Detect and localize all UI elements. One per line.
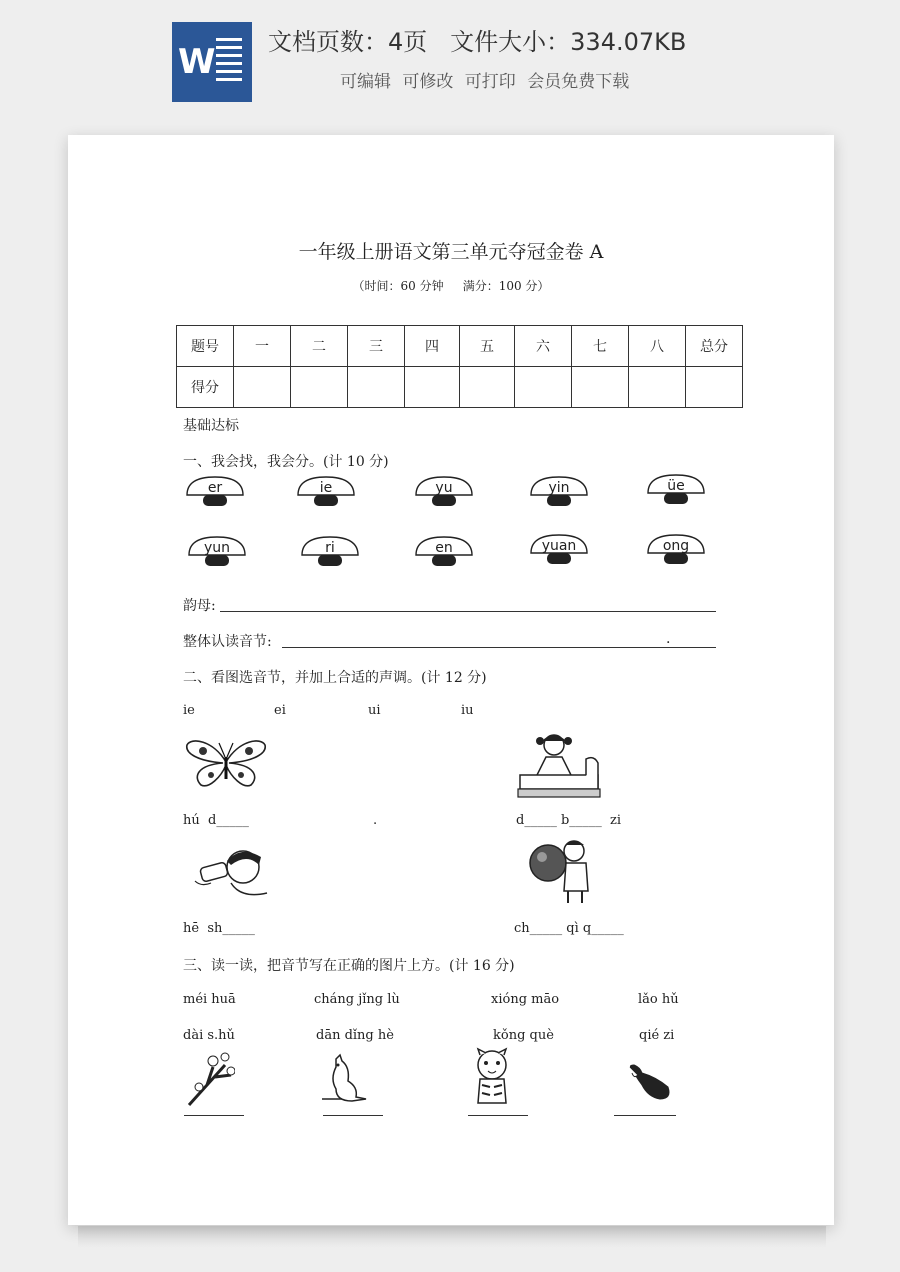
mushroom-card bbox=[414, 475, 474, 515]
boy-blowing-balloon-image bbox=[528, 835, 598, 905]
answer-line bbox=[614, 1115, 676, 1116]
score-table bbox=[176, 325, 743, 408]
table-cell bbox=[515, 367, 572, 408]
pinyin-word: kǒng què bbox=[493, 1028, 554, 1043]
syllable-label: ie bbox=[319, 480, 333, 496]
pinyin-word: cháng jǐng lù bbox=[314, 992, 400, 1007]
mushroom-card bbox=[187, 535, 247, 575]
table-cell: 题号 bbox=[177, 326, 234, 367]
table-cell bbox=[460, 367, 515, 408]
pinyin-word: xióng māo bbox=[491, 992, 560, 1007]
file-features: 可编辑 可修改 可打印 会员免费下载 bbox=[340, 72, 630, 92]
pinyin-word: méi huā bbox=[183, 992, 236, 1007]
stray-dot: . bbox=[373, 813, 378, 828]
table-row bbox=[177, 367, 743, 408]
word-document-icon: W bbox=[172, 22, 252, 102]
syllable-label: yuan bbox=[541, 538, 577, 554]
answer-line bbox=[282, 647, 716, 648]
table-row bbox=[177, 326, 743, 367]
section-heading: 基础达标 bbox=[183, 418, 239, 434]
option-syllable: ui bbox=[368, 703, 381, 718]
pinyin-word: dài s.hǔ bbox=[183, 1028, 235, 1043]
yunmu-label: 韵母: bbox=[183, 598, 216, 614]
table-cell bbox=[686, 367, 743, 408]
file-info-title: 文档页数：4页 文件大小：334.07KB bbox=[268, 28, 687, 56]
syllable-label: ri bbox=[325, 540, 335, 556]
question-2-title: 二、看图选音节，并加上合适的声调。(计 12 分) bbox=[183, 670, 487, 686]
table-cell: 总分 bbox=[686, 326, 743, 367]
question-3-title: 三、读一读，把音节写在正确的图片上方。(计 16 分) bbox=[183, 958, 515, 974]
mushroom-card bbox=[185, 475, 245, 515]
answer-row-heshui: hē sh_____ bbox=[183, 921, 255, 936]
table-cell bbox=[234, 367, 291, 408]
pinyin-word: qié zi bbox=[639, 1028, 675, 1043]
table-cell: 四 bbox=[405, 326, 460, 367]
kangaroo-image bbox=[322, 1053, 372, 1103]
table-cell bbox=[629, 367, 686, 408]
page-shadow bbox=[78, 1226, 826, 1248]
question-1-title: 一、我会找，我会分。(计 10 分) bbox=[183, 454, 389, 470]
answer-row-diebeizi: d_____ b_____ zi bbox=[516, 813, 622, 828]
table-cell bbox=[405, 367, 460, 408]
option-syllable: iu bbox=[461, 703, 474, 718]
answer-line bbox=[184, 1115, 244, 1116]
download-header bbox=[0, 0, 900, 120]
syllable-label: er bbox=[207, 480, 223, 496]
pinyin-word: lǎo hǔ bbox=[638, 992, 679, 1007]
eggplant-image bbox=[626, 1063, 674, 1103]
stray-dot: . bbox=[666, 631, 671, 647]
table-cell bbox=[291, 367, 348, 408]
option-syllable: ei bbox=[274, 703, 286, 718]
mushroom-card bbox=[296, 475, 356, 515]
mushroom-card bbox=[646, 533, 706, 573]
zhengti-label: 整体认读音节: bbox=[183, 634, 272, 650]
answer-row-chuiqiqiu: ch_____ qì q_____ bbox=[514, 921, 624, 936]
butterfly-image bbox=[183, 735, 269, 790]
syllable-label: en bbox=[435, 540, 453, 556]
mushroom-card bbox=[529, 475, 589, 515]
syllable-label: yu bbox=[435, 480, 453, 496]
syllable-label: ong bbox=[662, 538, 690, 554]
syllable-label: üe bbox=[667, 478, 685, 494]
syllable-label: yin bbox=[548, 480, 570, 496]
option-syllable: ie bbox=[183, 703, 195, 718]
table-cell: 一 bbox=[234, 326, 291, 367]
doc-title: 一年级上册语文第三单元夺冠金卷 A bbox=[298, 241, 604, 263]
pinyin-word: dān dǐng hè bbox=[316, 1028, 394, 1043]
mushroom-card bbox=[414, 535, 474, 575]
table-cell: 五 bbox=[460, 326, 515, 367]
table-cell: 二 bbox=[291, 326, 348, 367]
boy-drinking-image bbox=[191, 843, 271, 899]
syllable-label: yun bbox=[203, 540, 231, 556]
girl-making-bed-image bbox=[514, 729, 604, 805]
table-cell: 七 bbox=[572, 326, 629, 367]
table-cell: 三 bbox=[348, 326, 405, 367]
mushroom-card bbox=[300, 535, 360, 575]
mushroom-card bbox=[646, 473, 706, 513]
answer-row-hudie: hú d_____ bbox=[183, 813, 249, 828]
tiger-image bbox=[464, 1047, 520, 1107]
table-cell: 八 bbox=[629, 326, 686, 367]
plum-blossom-image bbox=[185, 1047, 235, 1109]
answer-line bbox=[323, 1115, 383, 1116]
mushroom-card bbox=[529, 533, 589, 573]
document-page bbox=[68, 135, 834, 1225]
answer-line bbox=[220, 611, 716, 612]
answer-line bbox=[468, 1115, 528, 1116]
table-cell: 六 bbox=[515, 326, 572, 367]
table-cell bbox=[572, 367, 629, 408]
table-cell: 得分 bbox=[177, 367, 234, 408]
doc-subtitle: （时间：60 分钟 满分：100 分） bbox=[352, 279, 550, 293]
table-cell bbox=[348, 367, 405, 408]
